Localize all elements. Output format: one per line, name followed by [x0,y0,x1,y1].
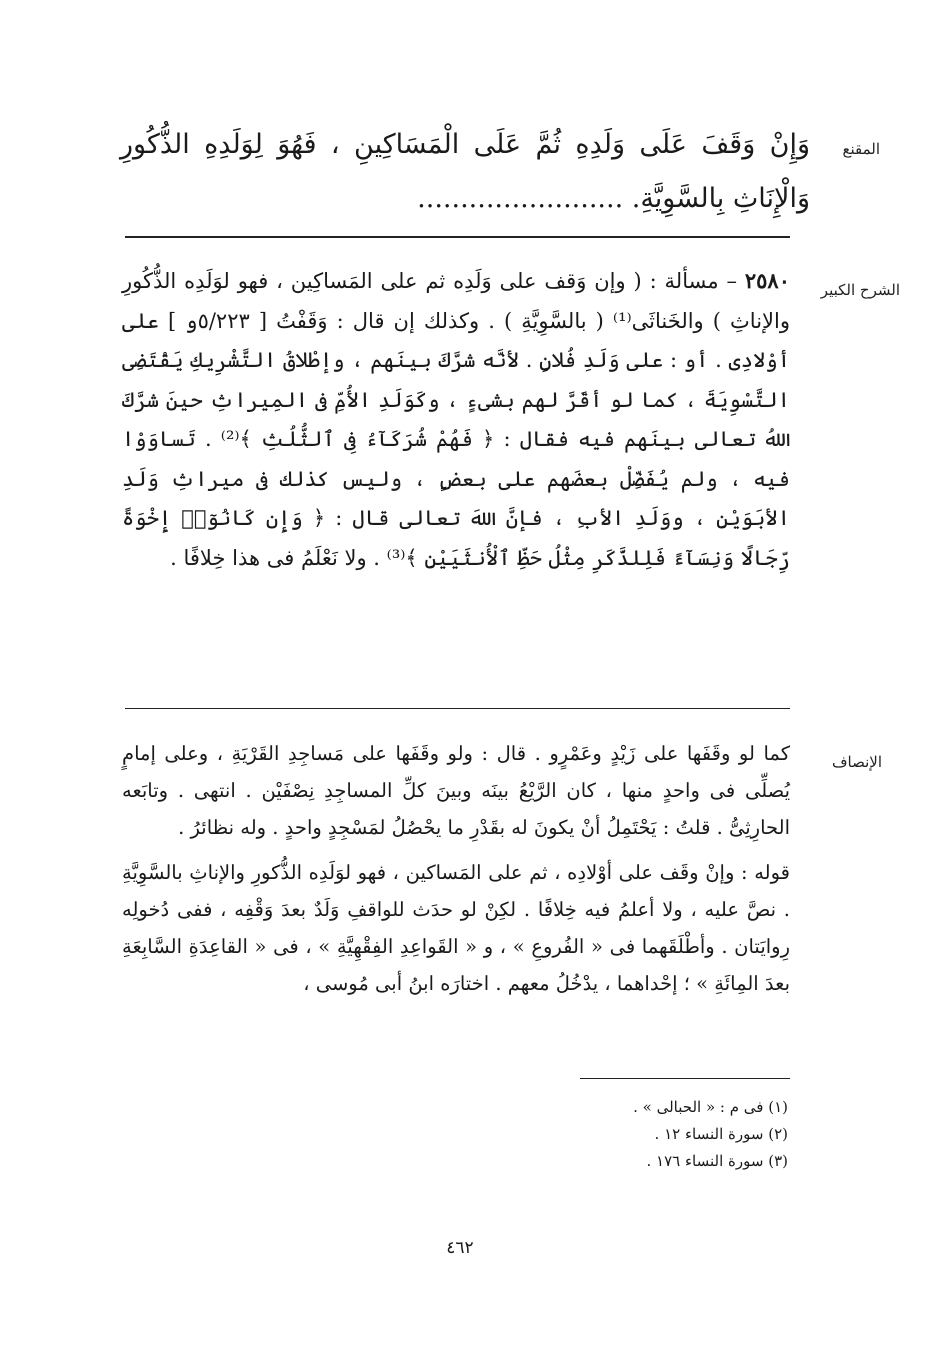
masala-number: ٢٥٨٠ [744,268,790,293]
section-divider [125,236,790,238]
footnote-item: (٣) سورة النساء ١٧٦ . [646,1152,788,1170]
section-label-sharh: الشرح الكبير [820,281,900,299]
section-label-insaf: الإنصاف [831,753,882,771]
footnotes [500,1094,788,1175]
sharh-body: – مسألة : ( وإن وَقف على وَلَدِه ثم على المَساكِين ، فهو لوَلَدِه الذُّكُورِ والإناثِ ) والخَناثَى⁽¹⁾ ( بالسَّوِيَّةِ ) . وكذلك إن قال : وَقَفْتُ [ ٥/٢٢٣و ] على أوْلادِى . أو : على وَلَدِ فُلانٍ . لأنَّه شرَّكَ بينَهم ، وإطْلاقُ التَّشْرِيكِ يَقْتَضِى التَّسْوِيَةَ ، كما لو أقَرَّ لهم بشىءٍ ، وكَوَلَدِ الأُمِّ فى المِيراثِ حينَ شرَّكَ اللهُ تعالى بينَهم فيه فقال : ﴿ فَهُمْ شُرَكَآءُ فِى ٱلثُّلُثِ ﴾⁽²⁾ . تَساوَوْا فيه ، ولم يُفَضِّلْ بعضَهم على بعضٍ ، وليس كذلك فى ميراثِ وَلَدِ الأبَوَيْنِ ، ووَلَدِ الأبِ ، فإنَّ اللهَ تعالى قال : ﴿ وَإِن كَانُوٓا۟ إِخْوَةً رِّجَالًا وَنِسَآءً فَلِلذَّكَرِ مِثْلُ حَظِّ ٱلْأُنثَيَيْنِ ﴾⁽³⁾ . ولا نَعْلَمُ فى هذا خِلافًا . [122,269,790,570]
insaf-paragraph-1: كما لو وقَفَها على زَيْدٍ وعَمْرٍو . قال : ولو وقَفَها على مَساجِدِ القَرْيَةِ ، وعلى إمامٍ يُصلِّى فى واحدٍ منها ، كان الرَّيْعُ بينَه وبينَ كلِّ المساجِدِ نِصْفَيْن . انتهى . وتابَعه الحارِثِىُّ . قلتُ : يَحْتَمِلُ أنْ يكونَ له بقَدْرِ ما يحْصُلُ لمَسْجِدٍ واحدٍ . وله نظائرُ . [122,742,790,839]
footnote-divider [580,1078,790,1079]
sharh-text [122,261,790,578]
footnote-item: (١) فى م : « الحبالى » . [633,1098,788,1116]
section-label-muqni: المقنع [842,140,880,158]
footnote-item: (٢) سورة النساء ١٢ . [654,1125,788,1143]
insaf-text [122,735,790,1002]
insaf-paragraph-2: قوله : وإنْ وقَف على أوْلادِه ، ثم على المَساكين ، فهو لوَلَدِه الذُّكورِ والإناثِ بالسَّوِيَّةِ . نصَّ عليه ، ولا أعلمُ فيه خِلافًا . لكِنْ لو حدَث للواقفِ وَلَدٌ بعدَ وَقْفِه ، ففى دُخولِه رِوايَتان . وأطْلَقَهما فى « الفُروعِ » ، و « القَواعِدِ الفِقْهِيَّةِ » ، فى « القاعِدَةِ السَّابِعَةِ بعدَ المِائَةِ » ؛ إحْداهما ، يدْخُلُ معهم . اختارَه ابنُ أبى مُوسى ، [122,861,790,995]
section-divider [125,708,790,709]
muqni-text: وَإِنْ وَقَفَ عَلَى وَلَدِهِ ثُمَّ عَلَى الْمَسَاكِينِ ، فَهُوَ لِوَلَدِهِ الذُّكُورِ وَالْإِنَاثِ بِالسَّوِيَّةِ. ........................ [120,129,810,214]
page-number: ٤٦٢ [446,1238,474,1258]
